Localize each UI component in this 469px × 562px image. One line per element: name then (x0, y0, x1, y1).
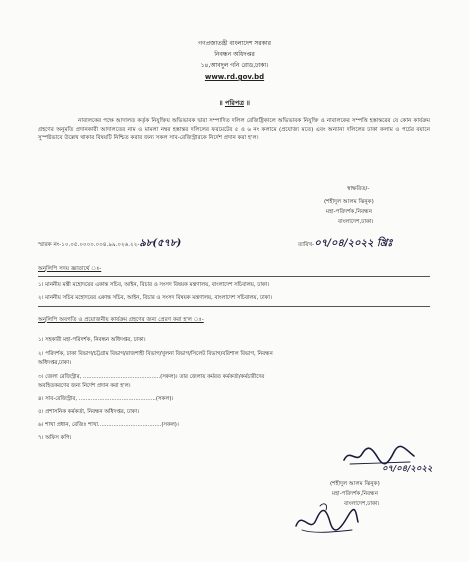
list-item: অবহিতকরণের জন্য নির্দেশ প্রদান করা হ'ল। (38, 383, 131, 389)
list-item: ৪। সাব-রেজিস্ট্রার, .............................................(সকল)। (38, 396, 174, 402)
memo-date-label: তারিখ- (298, 242, 315, 248)
title-text: পরিপত্র (224, 99, 245, 107)
memo-date (298, 240, 393, 249)
list-item: ৬। শাখা প্রধান, রেজিঃ শাখা.....................................(সকল)। (38, 422, 179, 428)
copy-section2-heading: অনুলিপি অবগতি ও প্রয়োজনীয় কার্যক্রম গ্রহণের জন্য প্রেরণ করা হ'ল ঃ- (38, 317, 204, 323)
list-item: অধিদপ্তর,ঢাকা। (38, 360, 72, 366)
signature-designation: মহা-পরিদর্শক,নিবন্ধন (326, 209, 372, 215)
memo-date-hand: ০৭/০৪/২০২২ খ্রিঃ (314, 238, 393, 249)
list-item: ৩। জেলা রেজিস্ট্রার, .............................................(সকল)। তার জেলায় কর্মরত কর্মকর্তা/কর্মচারীদের (38, 374, 265, 380)
body-paragraph: নাবালকের পক্ষে আদালত কর্তৃক নিযুক্তিয় অভিভাবক দ্বারা সম্পাদিত দলিল রেজিষ্ট্রিকালে অভিভাবক নিযুক্তি ও নাবালকের সম্পত্তি হস্তান্তরের যে কোন কার্যক্রম গ্রহণের অনুমতি প্রদানকারী আদালতের নাম ও মামলা নম্বর হস্তান্তর দলিলের ফরমেটের ৫ ও ৬ নং কলামে (প্রযোজ্য মতে) এবং অন্যান্য দলিলের ঢাকা কলাম ও পর্চের বয়ানে সুস্পষ্টভাবে উল্লেখ থাকার বিষয়টি নিশ্চিত করার জন্য সকল সাব-রেজিস্ট্রারকে নির্দেশ প্রদান করা হ'ল। (38, 118, 430, 142)
memo-number (38, 240, 181, 249)
list-item: ২। মাননীয় সচিব মহোদয়ের একান্ত সচিব, আইন, বিচার ও সংসদ বিষয়ক মন্ত্রণালয়, বাংলাদেশ সচিবালয়, ঢাকা। (38, 295, 272, 301)
title-bullet-left: ॥ (219, 99, 225, 107)
header-department: নিবন্ধন অধিদপ্তর (214, 51, 255, 58)
list-item: ৫। প্রশাসনিক কর্মকর্তা, নিবন্ধন অধিদপ্তর, ঢাকা। (38, 409, 140, 415)
header-govt: গণপ্রজাতন্ত্রী বাংলাদেশ সরকার (198, 40, 271, 47)
header-url[interactable]: www.rd.gov.bd (204, 73, 265, 81)
signature2-designation: মহা-পরিদর্শক,নিবন্ধন (332, 491, 378, 497)
memo-number-hand: ৯৮(৫৭৮) (139, 238, 182, 249)
signature2-hand-date: ০৭/০৪/২০২২ (382, 464, 433, 474)
signature-signed: স্বাক্ষরিত/- (347, 186, 370, 192)
signature-name: (শহীদুল আলম ঝিনুক) (324, 199, 374, 205)
list-item: ১। মাননীয় মন্ত্রী মহোদয়ের একান্ত সচিব, আইন, বিচার ও সংসদ বিষয়ক মন্ত্রণালয়, বাংলাদেশ সচিবালয়, ঢাকা। (38, 282, 270, 288)
list-item: ১। সহকারী মহা-পরিদর্শক, নিবন্ধন অধিদপ্তর, ঢাকা। (38, 337, 146, 343)
header-address: ১৪,আবদুল গনি রোড,ঢাকা। (200, 62, 269, 69)
list-item: ২। পরিদর্শক, ঢাকা বিভাগ/চট্টগ্রাম বিভাগ/রাজশাহী বিভাগ/খুলনা বিভাগ/সিলেট বিভাগ/বরিশাল বিভাগ, নিবন্ধন (38, 351, 273, 357)
page-title (0, 98, 469, 109)
divider-line (38, 306, 430, 307)
initials-signature-icon (290, 500, 362, 538)
copy-section1-heading: অনুলিপি সদয় জ্ঞাতার্থে ঃ- (38, 266, 102, 272)
list-item: ৭। অফিস কপি। (38, 435, 72, 441)
signature-country: বাংলাদেশ,ঢাকা। (338, 219, 374, 225)
memo-number-label: স্মারক নং-১০.০৫.০০০০.০০৪.৯৯.০২৬.২২- (38, 242, 140, 248)
signature2-name: (শহীদুল আলম ঝিনুক) (330, 481, 380, 487)
divider-line (38, 276, 430, 277)
signature2-country: বাংলাদেশ,ঢাকা। (344, 501, 380, 507)
title-bullet-right: ॥ (244, 99, 250, 107)
